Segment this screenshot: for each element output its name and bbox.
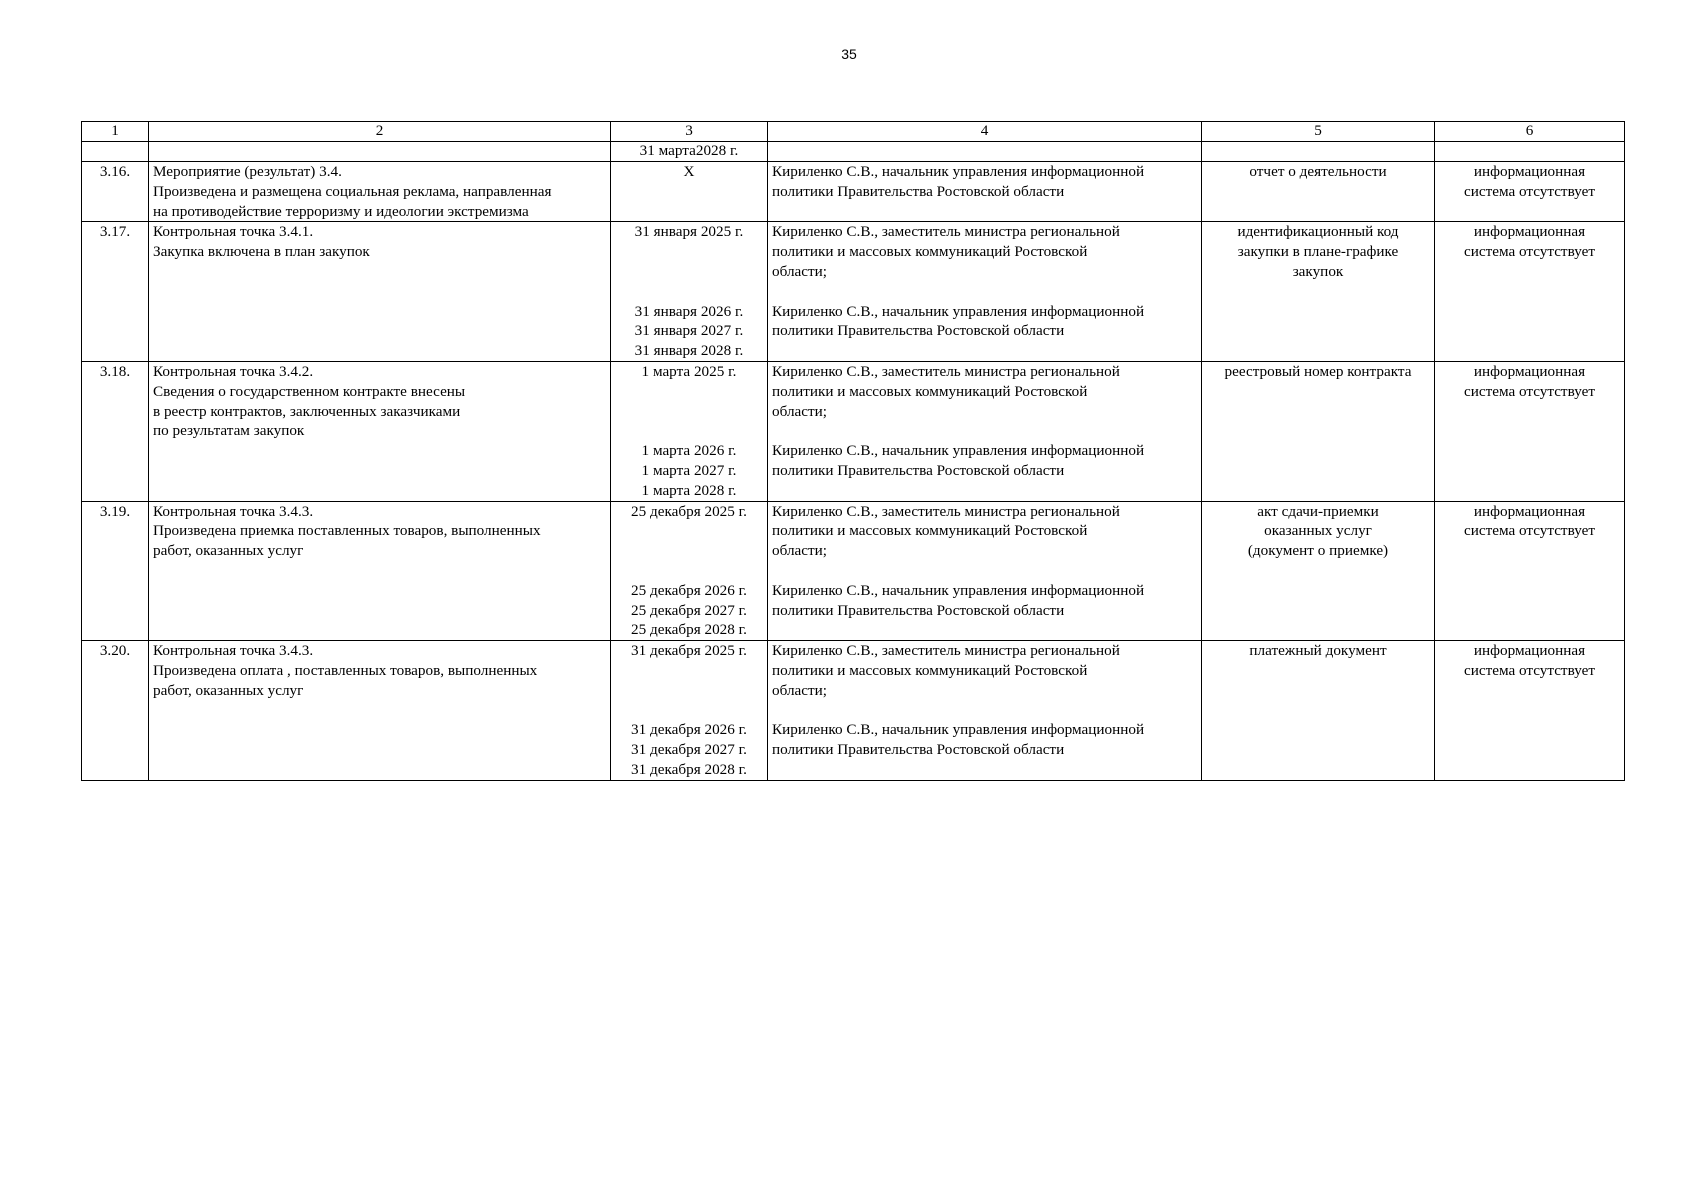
- system-line: система отсутствует: [1463, 661, 1595, 679]
- spacer: [772, 282, 1197, 302]
- spacer: [615, 282, 763, 302]
- row-description: [149, 641, 611, 781]
- description-line: Контрольная точка 3.4.3.: [153, 502, 314, 520]
- system-line: система отсутствует: [1463, 182, 1595, 200]
- row-description: [149, 361, 611, 501]
- cell-doc: [1202, 142, 1435, 162]
- row-responsible: [768, 641, 1202, 781]
- row-number: [82, 222, 149, 362]
- responsible-line: политики Правительства Ростовской области: [772, 601, 1065, 619]
- responsible-line: Кириленко С.В., начальник управления информационной: [772, 302, 1145, 320]
- responsible-line: Кириленко С.В., начальник управления информационной: [772, 442, 1145, 460]
- row-number-text: 3.19.: [99, 502, 131, 520]
- document-line: реестровый номер контракта: [1224, 362, 1412, 380]
- description-line: Контрольная точка 3.4.2.: [153, 362, 314, 380]
- responsible-line: Кириленко С.В., начальник управления информационной: [772, 721, 1145, 739]
- description-line: Произведена приемка поставленных товаров, выполненных: [153, 522, 541, 540]
- description-line: работ, оказанных услуг: [153, 681, 304, 699]
- responsible-line: политики и массовых коммуникаций Ростовской: [772, 243, 1088, 261]
- column-number-2: 2: [149, 122, 611, 142]
- description-line: на противодействие терроризму и идеологии экстремизма: [153, 202, 529, 220]
- row-document: [1202, 361, 1435, 501]
- responsible-line: политики и массовых коммуникаций Ростовской: [772, 522, 1088, 540]
- row-information-system: [1435, 222, 1625, 362]
- cell-resp: [768, 142, 1202, 162]
- column-number-row: [82, 122, 1625, 142]
- row-number-text: 3.20.: [99, 642, 131, 660]
- responsible-line: Кириленко С.В., заместитель министра региональной: [772, 642, 1120, 660]
- date-line: 31 декабря 2026 г.: [631, 721, 747, 739]
- row-number-text: 3.18.: [99, 362, 131, 380]
- responsible-line: политики и массовых коммуникаций Ростовской: [772, 661, 1088, 679]
- row-document: [1202, 501, 1435, 641]
- description-line: Произведена и размещена социальная реклама, направленная: [153, 182, 552, 200]
- row-responsible: [768, 162, 1202, 222]
- spacer: [615, 421, 763, 441]
- document-line: акт сдачи-приемки: [1257, 502, 1379, 520]
- date-line: 31 января 2027 г.: [634, 322, 744, 340]
- spacer: [615, 402, 763, 422]
- row-number: [82, 501, 149, 641]
- row-document: [1202, 162, 1435, 222]
- responsible-line: политики Правительства Ростовской области: [772, 461, 1065, 479]
- row-description: [149, 501, 611, 641]
- date-line: 1 марта 2027 г.: [641, 461, 737, 479]
- table-row: [82, 641, 1625, 781]
- row-number-text: 3.17.: [99, 223, 131, 241]
- responsible-line: области;: [772, 262, 827, 280]
- row-dates: [611, 162, 768, 222]
- spacer: [772, 701, 1197, 721]
- spacer: [615, 661, 763, 681]
- date-line: 1 марта 2025 г.: [641, 362, 737, 380]
- row-description: [149, 162, 611, 222]
- system-line: система отсутствует: [1463, 522, 1595, 540]
- row-number-text: 3.16.: [99, 163, 131, 180]
- spacer: [772, 421, 1197, 441]
- page-number: 35: [841, 46, 857, 62]
- system-line: информационная: [1473, 502, 1586, 520]
- spacer: [615, 681, 763, 701]
- system-line: информационная: [1473, 163, 1586, 180]
- system-line: система отсутствует: [1463, 382, 1595, 400]
- document-line: закупок: [1292, 262, 1344, 280]
- row-information-system: [1435, 361, 1625, 501]
- spacer: [615, 242, 763, 262]
- date-line: 31 декабря 2027 г.: [631, 741, 747, 759]
- system-line: информационная: [1473, 362, 1586, 380]
- plan-table: [81, 121, 1625, 781]
- date-line: 31 января 2028 г.: [634, 342, 744, 360]
- row-responsible: [768, 222, 1202, 362]
- description-line: в реестр контрактов, заключенных заказчиками: [153, 402, 461, 420]
- responsible-line: области;: [772, 542, 827, 560]
- spacer: [615, 701, 763, 721]
- row-number: [82, 162, 149, 222]
- spacer: [772, 561, 1197, 581]
- row-information-system: [1435, 641, 1625, 781]
- description-line: Контрольная точка 3.4.3.: [153, 642, 314, 660]
- responsible-line: Кириленко С.В., заместитель министра региональной: [772, 502, 1120, 520]
- date-line: 25 декабря 2025 г.: [631, 502, 747, 520]
- description-line: Контрольная точка 3.4.1.: [153, 223, 314, 241]
- date-line: 31 декабря 2028 г.: [631, 760, 747, 778]
- date-line: 1 марта 2028 г.: [641, 481, 737, 499]
- description-line: Закупка включена в план закупок: [153, 243, 370, 261]
- row-dates: [611, 641, 768, 781]
- column-number-3: 3: [611, 122, 768, 142]
- row-document: [1202, 222, 1435, 362]
- date-line: X: [683, 163, 695, 180]
- description-line: Произведена оплата , поставленных товаров, выполненных: [153, 661, 538, 679]
- column-number-1: 1: [82, 122, 149, 142]
- document-line: (документ о приемке): [1247, 542, 1389, 560]
- row-number: [82, 361, 149, 501]
- table-row: [82, 501, 1625, 641]
- document-line: закупки в плане-графике: [1237, 243, 1399, 261]
- column-number-6: 6: [1435, 122, 1625, 142]
- row-dates: [611, 501, 768, 641]
- spacer: [615, 382, 763, 402]
- table-row: [82, 361, 1625, 501]
- document-line: идентификационный код: [1237, 223, 1399, 241]
- document-line: оказанных услуг: [1264, 522, 1372, 540]
- date-line: 25 декабря 2027 г.: [631, 601, 747, 619]
- date-line: 31 декабря 2025 г.: [631, 642, 747, 660]
- responsible-line: области;: [772, 402, 827, 420]
- cell-system: [1435, 142, 1625, 162]
- row-dates: [611, 222, 768, 362]
- row-dates: [611, 361, 768, 501]
- table-row: [82, 222, 1625, 362]
- column-number-4: 4: [768, 122, 1202, 142]
- description-line: Сведения о государственном контракте внесены: [153, 382, 466, 400]
- row-description: [149, 222, 611, 362]
- row-number: [82, 641, 149, 781]
- responsible-line: политики и массовых коммуникаций Ростовской: [772, 382, 1088, 400]
- responsible-line: политики Правительства Ростовской области: [772, 182, 1065, 200]
- continuation-row: [82, 142, 1625, 162]
- table-body: [82, 122, 1625, 781]
- row-responsible: [768, 361, 1202, 501]
- responsible-line: области;: [772, 681, 827, 699]
- row-responsible: [768, 501, 1202, 641]
- spacer: [615, 262, 763, 282]
- row-information-system: [1435, 501, 1625, 641]
- responsible-line: Кириленко С.В., начальник управления информационной: [772, 581, 1145, 599]
- column-number-5: 5: [1202, 122, 1435, 142]
- responsible-line: Кириленко С.В., заместитель министра региональной: [772, 223, 1120, 241]
- date-line: 1 марта 2026 г.: [641, 442, 737, 460]
- document-line: отчет о деятельности: [1249, 163, 1387, 180]
- description-line: работ, оказанных услуг: [153, 542, 304, 560]
- system-line: система отсутствует: [1463, 243, 1595, 261]
- cell-num: [82, 142, 149, 162]
- system-line: информационная: [1473, 223, 1586, 241]
- spacer: [615, 561, 763, 581]
- continuation-date: 31 марта2028 г.: [611, 142, 768, 162]
- spacer: [615, 541, 763, 561]
- description-line: Мероприятие (результат) 3.4.: [153, 163, 342, 180]
- row-document: [1202, 641, 1435, 781]
- date-line: 25 декабря 2026 г.: [631, 581, 747, 599]
- date-line: 31 января 2026 г.: [634, 302, 744, 320]
- system-line: информационная: [1473, 642, 1586, 660]
- row-information-system: [1435, 162, 1625, 222]
- description-line: по результатам закупок: [153, 422, 305, 440]
- document-line: платежный документ: [1249, 642, 1387, 660]
- responsible-line: Кириленко С.В., начальник управления информационной: [772, 163, 1145, 180]
- table-row: [82, 162, 1625, 222]
- cell-desc: [149, 142, 611, 162]
- responsible-line: политики Правительства Ростовской области: [772, 322, 1065, 340]
- responsible-line: политики Правительства Ростовской области: [772, 741, 1065, 759]
- date-line: 31 января 2025 г.: [634, 223, 744, 241]
- date-line: 25 декабря 2028 г.: [631, 621, 747, 639]
- spacer: [615, 521, 763, 541]
- responsible-line: Кириленко С.В., заместитель министра региональной: [772, 362, 1120, 380]
